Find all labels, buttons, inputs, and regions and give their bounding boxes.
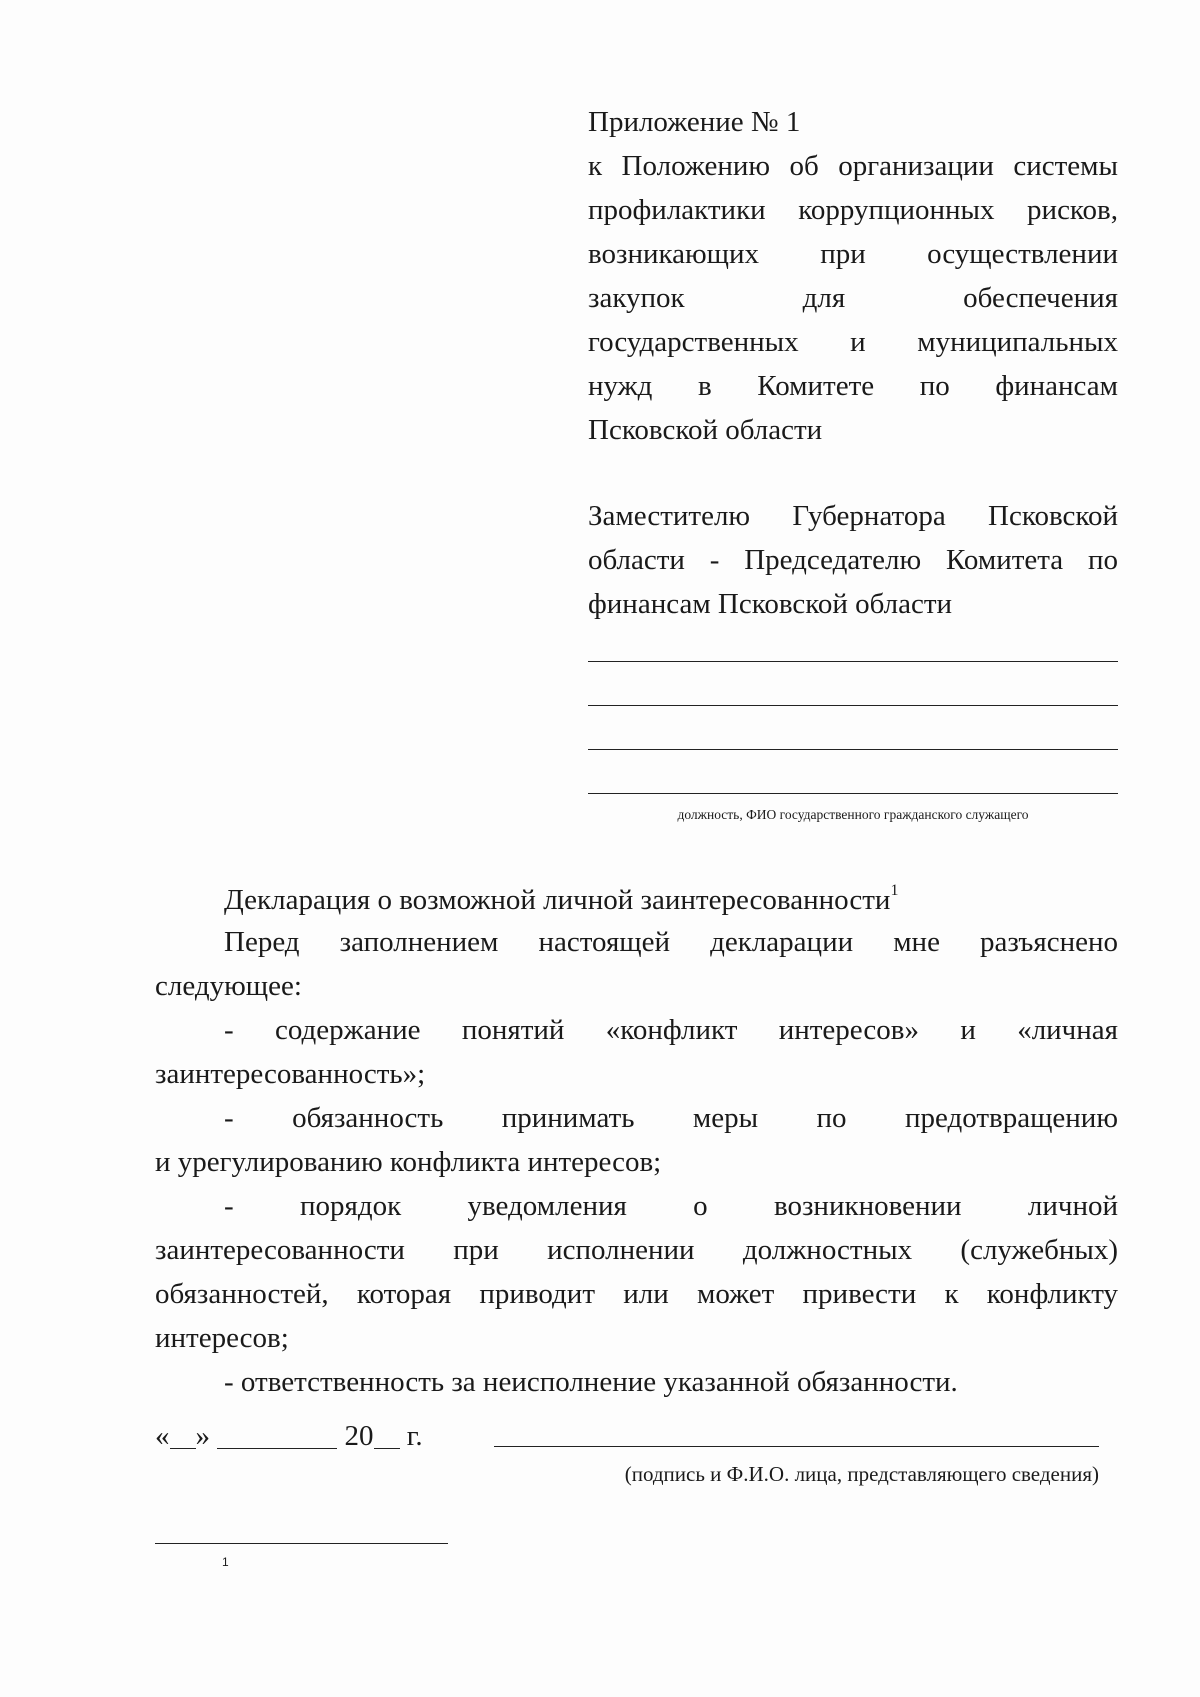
appendix-header (588, 100, 1118, 452)
signature-line[interactable] (494, 1446, 1099, 1447)
addressee-blank-lines (588, 660, 1118, 794)
addressee-line: области - Председателю Комитета по (588, 544, 1118, 576)
blank-fill-line[interactable] (588, 792, 1118, 794)
quote-close: » (195, 1420, 210, 1452)
footnote-separator (155, 1543, 448, 1544)
quote-open: « (155, 1420, 170, 1452)
month-blank[interactable] (217, 1418, 337, 1449)
blank-fill-line[interactable] (588, 704, 1118, 706)
year-blank[interactable] (374, 1418, 400, 1449)
position-name-caption: должность, ФИО государственного гражданского служащего (677, 807, 1029, 822)
footnote-reference: 1 (890, 882, 899, 899)
addressee-block (588, 494, 1118, 626)
declaration-title (224, 878, 898, 922)
body-line: интересов; (155, 1322, 289, 1354)
footnote-mark: 1 (222, 1555, 229, 1569)
day-blank[interactable] (170, 1418, 196, 1449)
body-line: следующее: (155, 970, 302, 1002)
body-line: Перед заполнением настоящей декларации мне разъяснено (224, 926, 1118, 958)
year-prefix: 20 (344, 1420, 374, 1452)
appendix-line: закупок для обеспечения (588, 282, 1118, 314)
date-field-row (155, 1414, 423, 1458)
signature-caption: (подпись и Ф.И.О. лица, представляющего сведения) (624, 1462, 1099, 1486)
appendix-line: нужд в Комитете по финансам (588, 370, 1118, 402)
year-suffix: г. (406, 1420, 423, 1452)
appendix-line: к Положению об организации системы (588, 150, 1118, 182)
declaration-body (155, 920, 1118, 1404)
list-item-line: - ответственность за неисполнение указанной обязанности. (224, 1366, 958, 1398)
body-line: заинтересованность»; (155, 1058, 426, 1090)
appendix-title: Приложение № 1 (588, 106, 801, 138)
addressee-line: финансам Псковской области (588, 588, 953, 620)
appendix-line: профилактики коррупционных рисков, (588, 194, 1118, 226)
appendix-lines (588, 144, 1118, 452)
declaration-title-text: Декларация о возможной личной заинтересованности (224, 884, 891, 916)
appendix-line: возникающих при осуществлении (588, 238, 1118, 270)
appendix-line: государственных и муниципальных (588, 326, 1118, 358)
list-item-line: - порядок уведомления о возникновении личной (224, 1190, 1118, 1222)
body-line: и урегулированию конфликта интересов; (155, 1146, 662, 1178)
blank-fill-line[interactable] (588, 660, 1118, 662)
body-line: обязанностей, которая приводит или может привести к конфликту (155, 1278, 1118, 1310)
appendix-line: Псковской области (588, 414, 823, 446)
list-item-line: - обязанность принимать меры по предотвращению (224, 1102, 1118, 1134)
body-line: заинтересованности при исполнении должностных (служебных) (155, 1234, 1118, 1266)
blank-fill-line[interactable] (588, 748, 1118, 750)
addressee-line: Заместителю Губернатора Псковской (588, 500, 1118, 532)
list-item-line: - содержание понятий «конфликт интересов» и «личная (224, 1014, 1118, 1046)
